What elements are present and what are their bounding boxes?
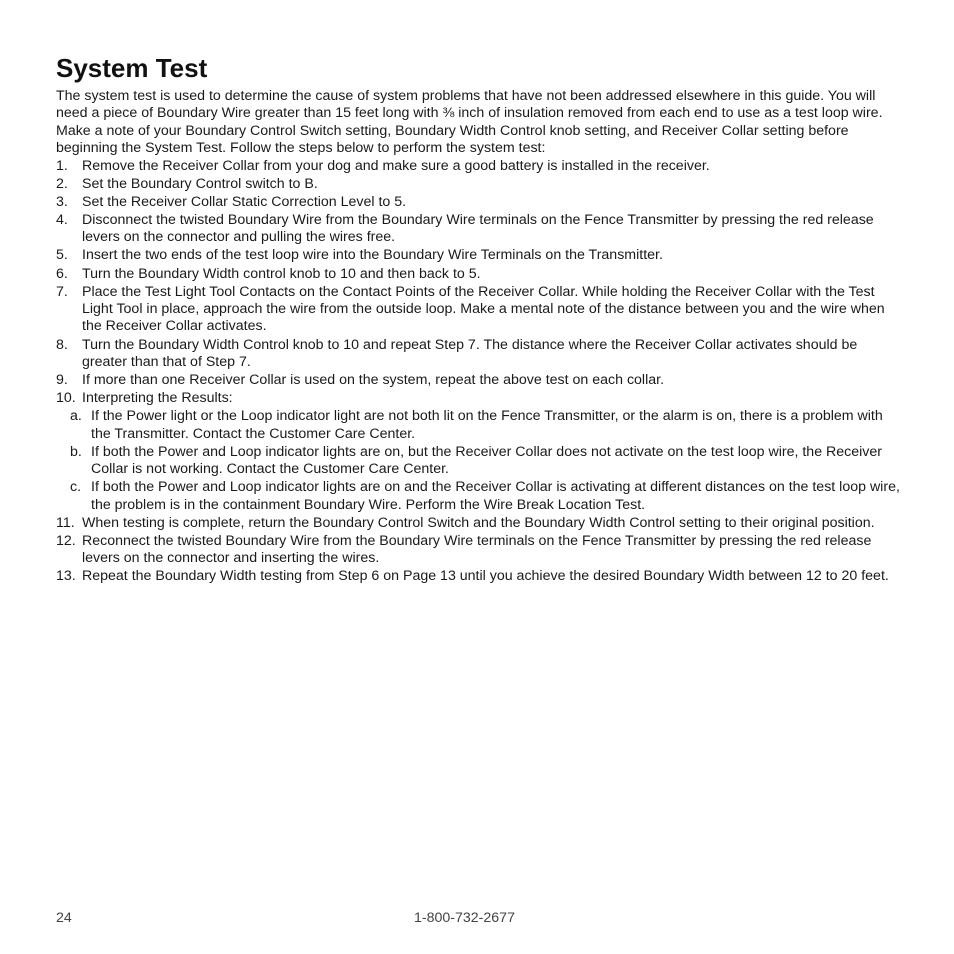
step-number: 11. bbox=[56, 514, 75, 531]
step-text: Interpreting the Results: bbox=[82, 390, 233, 407]
step-text: Repeat the Boundary Width testing from Step 6 on Page 13 until you achieve the desired Boundary Width between 12 to 20 feet. bbox=[82, 568, 889, 585]
step-item bbox=[56, 266, 900, 283]
page-title: System Test bbox=[56, 53, 208, 83]
step-text: Place the Test Light Tool Contacts on the Contact Points of the Receiver Collar. While holding the Receiver Collar with the Test Light Tool in place, approach the wire from the outside loop. Make a mental note of the distance between you and the wire when the Receiver Collar activates. bbox=[82, 283, 885, 335]
footer-page-number: 24 bbox=[56, 910, 72, 926]
step-text: Turn the Boundary Width control knob to 10 and then back to 5. bbox=[82, 265, 481, 282]
sub-step-text: If both the Power and Loop indicator lights are on, but the Receiver Collar does not activate on the test loop wire, the Receiver Collar is not working. Contact the Customer Care Center. bbox=[91, 443, 883, 478]
step-number: 3. bbox=[56, 193, 68, 210]
step-number: 12. bbox=[56, 532, 76, 549]
step-text: Turn the Boundary Width Control knob to 10 and repeat Step 7. The distance where the Receiver Collar activates should be greater than that of Step 7. bbox=[82, 336, 858, 370]
step-item bbox=[56, 337, 900, 372]
step-number: 4. bbox=[56, 211, 68, 228]
steps-list-continued bbox=[56, 515, 900, 586]
step-item bbox=[56, 515, 900, 532]
step-item bbox=[56, 390, 900, 407]
sub-step-letter: a. bbox=[70, 408, 82, 425]
step-number: 7. bbox=[56, 283, 68, 300]
sub-step-letter: c. bbox=[70, 479, 82, 496]
step-text: Insert the two ends of the test loop wire into the Boundary Wire Terminals on the Transmitter. bbox=[82, 247, 663, 264]
sub-step-letter: b. bbox=[70, 443, 82, 460]
step-number: 6. bbox=[56, 265, 68, 282]
interpretation-sub-list bbox=[56, 408, 900, 514]
sub-step-item bbox=[56, 444, 900, 479]
step-number: 10. bbox=[56, 390, 76, 407]
step-item bbox=[56, 247, 900, 264]
step-text: Reconnect the twisted Boundary Wire from the Boundary Wire terminals on the Fence Transmitter by pressing the red release levers on the connector and inserting the wires. bbox=[82, 532, 872, 567]
sub-step-item bbox=[56, 479, 900, 514]
step-number: 13. bbox=[56, 568, 76, 585]
document-page bbox=[56, 52, 900, 586]
step-number: 5. bbox=[56, 247, 68, 264]
step-text: Remove the Receiver Collar from your dog and make sure a good battery is installed in the receiver. bbox=[82, 157, 710, 174]
step-text: If more than one Receiver Collar is used on the system, repeat the above test on each collar. bbox=[82, 372, 665, 388]
step-number: 9. bbox=[56, 372, 68, 388]
step-item bbox=[56, 372, 900, 389]
step-text: Set the Boundary Control switch to B. bbox=[82, 175, 318, 192]
step-number: 2. bbox=[56, 175, 68, 192]
step-item bbox=[56, 176, 900, 193]
step-item bbox=[56, 533, 900, 568]
step-text: Disconnect the twisted Boundary Wire from the Boundary Wire terminals on the Fence Transmitter by pressing the red release levers on the connector and pulling the wires free. bbox=[82, 211, 874, 246]
step-item bbox=[56, 568, 900, 585]
step-number: 8. bbox=[56, 336, 68, 353]
sub-step-text: If both the Power and Loop indicator lights are on and the Receiver Collar is activating at different distances on the test loop wire, the problem is in the containment Boundary Wire. Perform the Wire Break Location Test. bbox=[91, 479, 900, 513]
steps-list bbox=[56, 158, 900, 408]
sub-step-item bbox=[56, 408, 900, 443]
footer-phone-number: 1-800-732-2677 bbox=[414, 910, 515, 926]
step-item bbox=[56, 158, 900, 175]
step-item bbox=[56, 194, 900, 211]
sub-step-text: If the Power light or the Loop indicator light are not both lit on the Fence Transmitter, or the alarm is on, there is a problem with the Transmitter. Contact the Customer Care Center. bbox=[91, 408, 883, 442]
intro-paragraph: The system test is used to determine the cause of system problems that have not been addressed elsewhere in this guide. You will need a piece of Boundary Wire greater than 15 feet long with ⅜ inch of insulation removed from each end to use as a test loop wire. Make a note of your Boundary Control Switch setting, Boundary Width Control knob setting, and Receiver Collar setting before beginning the System Test. Follow the steps below to perform the system test: bbox=[56, 88, 883, 157]
step-item bbox=[56, 212, 900, 247]
step-number: 1. bbox=[56, 157, 68, 174]
step-item bbox=[56, 284, 900, 336]
step-text: When testing is complete, return the Boundary Control Switch and the Boundary Width Control setting to their original position. bbox=[82, 514, 875, 531]
step-text: Set the Receiver Collar Static Correction Level to 5. bbox=[82, 193, 407, 210]
